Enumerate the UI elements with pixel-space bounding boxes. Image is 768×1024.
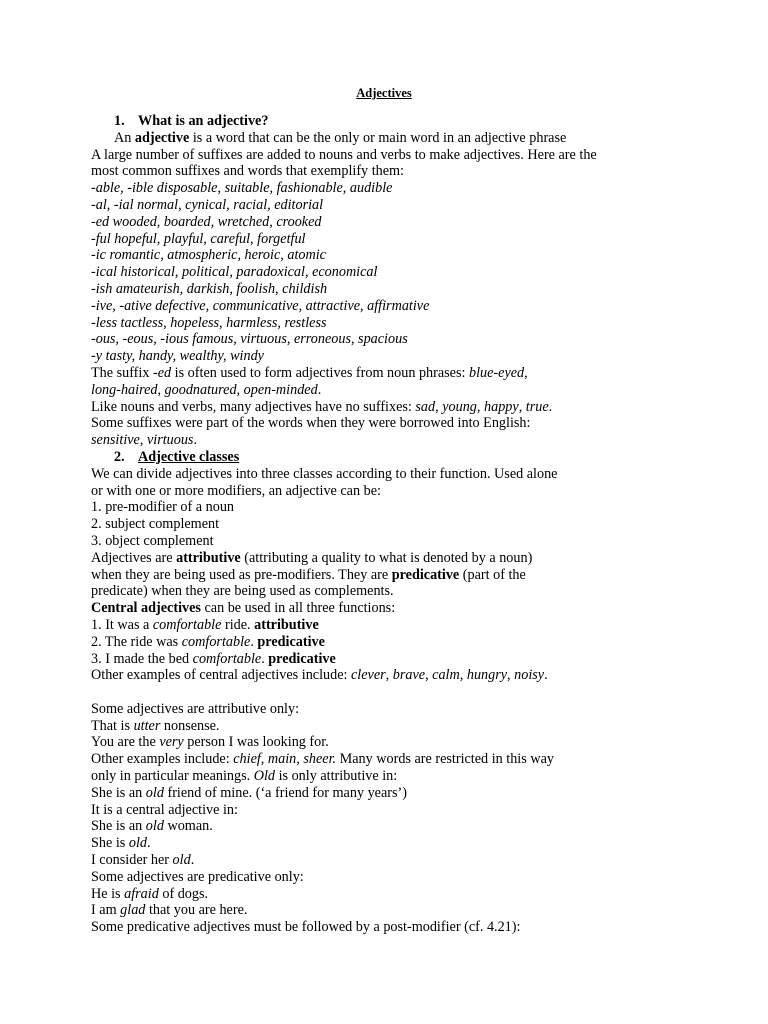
example-line: I am glad that you are here. (91, 902, 248, 919)
suffix-intro-line-2: most common suffixes and words that exemplify them: (91, 163, 404, 180)
suffix-list-item: -ic romantic, atmospheric, heroic, atomic (91, 247, 326, 264)
example-line: He is afraid of dogs. (91, 885, 209, 902)
paragraph-spacer (91, 684, 731, 701)
example-line: That is utter nonsense. (91, 717, 220, 734)
document-title: Adjectives (356, 86, 412, 100)
ed-suffix-paragraph: The suffix -ed is often used to form adjectives from noun phrases: blue-eyed, (91, 364, 528, 381)
example-line: She is an old woman. (91, 818, 213, 835)
example-line: I consider her old. (91, 852, 195, 869)
document-body (91, 113, 731, 936)
no-suffix-paragraph: Like nouns and verbs, many adjectives have no suffixes: sad, young, happy, true. (91, 398, 553, 415)
heading-adjective-classes: 2. Adjective classes (114, 448, 240, 465)
classes-intro-line-1: We can divide adjectives into three classes according to their function. Used alone (91, 465, 558, 482)
meanings-line: only in particular meanings. Old is only attributive in: (91, 768, 398, 785)
borrowed-paragraph: Some suffixes were part of the words when they were borrowed into English: (91, 415, 531, 432)
function-list-item: 1. pre-modifier of a noun (91, 499, 235, 516)
suffix-list-item: -al, -ial normal, cynical, racial, editorial (91, 196, 324, 213)
suffix-list-item: -ous, -eous, -ious famous, virtuous, erroneous, spacious (91, 331, 408, 348)
example-line: You are the very person I was looking for. (91, 734, 329, 751)
example-line: 2. The ride was comfortable. predicative (91, 633, 325, 650)
suffix-list-item: -ed wooded, boarded, wretched, crooked (91, 213, 322, 230)
suffix-list-item: -ical historical, political, paradoxical, economical (91, 264, 378, 281)
suffix-list-item: -ish amateurish, darkish, foolish, childish (91, 280, 328, 297)
classes-intro-line-2: or with one or more modifiers, an adjective can be: (91, 482, 381, 499)
suffix-list-item: -y tasty, handy, wealthy, windy (91, 348, 264, 365)
ed-suffix-paragraph-cont: long-haired, goodnatured, open-minded. (91, 381, 322, 398)
heading-what-is-adjective: 1. What is an adjective? (114, 113, 269, 129)
suffix-list-item: -less tactless, hopeless, harmless, restless (91, 314, 327, 331)
intro-definition: An adjective is a word that can be the only or main word in an adjective phrase (114, 129, 567, 146)
suffix-list-item: -able, -ible disposable, suitable, fashionable, audible (91, 180, 393, 197)
other-examples-line: Other examples include: chief, main, sheer. Many words are restricted in this way (91, 751, 554, 768)
function-list-item: 3. object complement (91, 532, 214, 549)
suffix-list-item: -ful hopeful, playful, careful, forgetful (91, 230, 306, 247)
predicative-only-line: Some adjectives are predicative only: (91, 868, 304, 885)
attributive-only-line: Some adjectives are attributive only: (91, 700, 300, 717)
function-list-item: 2. subject complement (91, 516, 220, 533)
other-central-paragraph: Other examples of central adjectives include: clever, brave, calm, hungry, noisy. (91, 667, 548, 684)
borrowed-paragraph-cont: sensitive, virtuous. (91, 432, 198, 449)
attributive-paragraph: Adjectives are attributive (attributing a quality to what is denoted by a noun) (91, 549, 533, 566)
attributive-paragraph-cont: when they are being used as pre-modifiers. They are predicative (part of the (91, 566, 526, 583)
example-line: 3. I made the bed comfortable. predicative (91, 650, 336, 667)
suffix-intro-line-1: A large number of suffixes are added to nouns and verbs to make adjectives. Here are the (91, 146, 597, 163)
central-adjectives-paragraph: Central adjectives can be used in all three functions: (91, 600, 396, 617)
example-line: 1. It was a comfortable ride. attributive (91, 616, 319, 633)
post-modifier-line: Some predicative adjectives must be followed by a post-modifier (cf. 4.21): (91, 919, 521, 936)
central-in-line: It is a central adjective in: (91, 801, 238, 818)
suffix-list-item: -ive, -ative defective, communicative, attractive, affirmative (91, 297, 430, 314)
example-line: She is an old friend of mine. (‘a friend for many years’) (91, 784, 407, 801)
example-line: She is old. (91, 835, 151, 852)
attributive-paragraph-cont: predicate) when they are being used as complements. (91, 583, 394, 600)
